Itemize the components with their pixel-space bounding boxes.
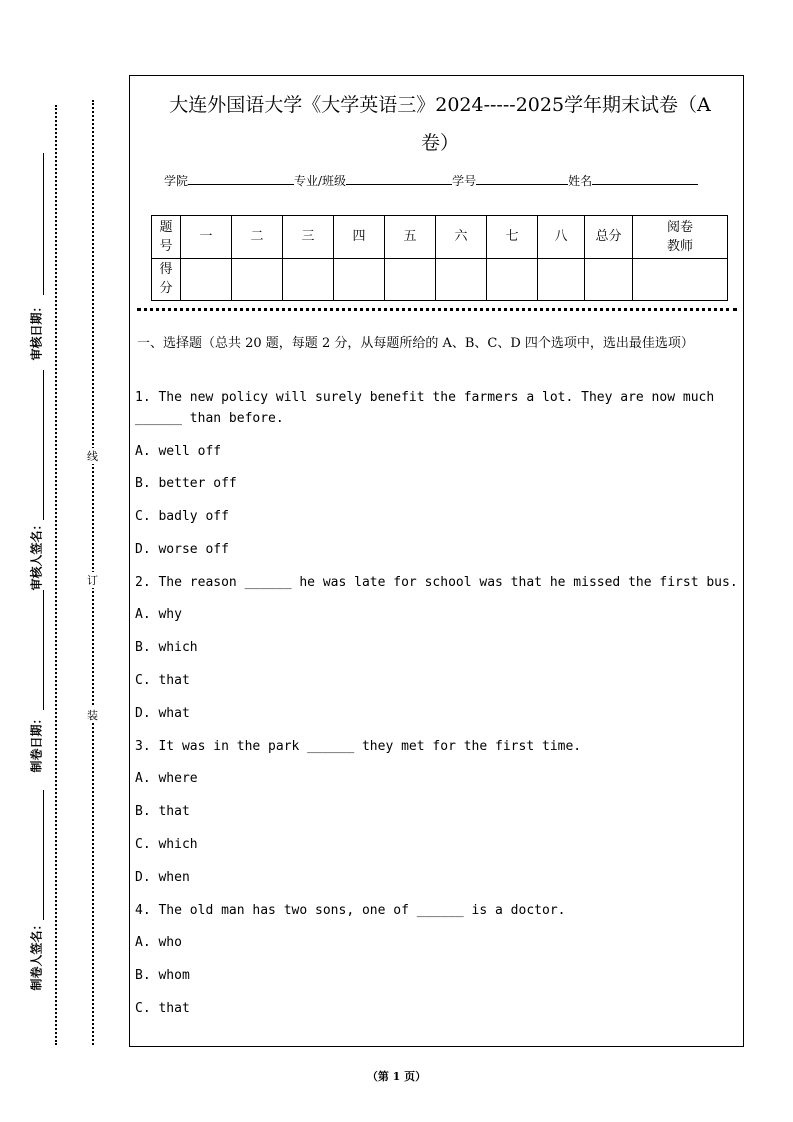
score-table: [151, 215, 728, 301]
score-cell[interactable]: [487, 258, 538, 301]
header-label-cell: 题号: [152, 216, 181, 259]
maker-date-line: [43, 590, 44, 710]
question-4-option-b: B. whom: [135, 968, 190, 983]
col-1: 一: [181, 216, 232, 259]
col-5: 五: [385, 216, 436, 259]
title-line-2: 卷）: [420, 132, 459, 154]
question-2-option-c: C. that: [135, 673, 190, 688]
page-number: （第 1 页）: [366, 1070, 427, 1083]
reviewer-sign-line: [43, 370, 44, 520]
review-date-label: 审核日期：: [29, 300, 44, 361]
title-line-1: 大连外国语大学《大学英语三》2024-----2025学年期末试卷（A: [169, 94, 711, 116]
score-cell[interactable]: [334, 258, 385, 301]
score-header-row: [152, 216, 728, 259]
score-cell[interactable]: [232, 258, 283, 301]
question-4-option-c: C. that: [135, 1001, 190, 1016]
maker-date-label: 制卷日期：: [29, 712, 44, 773]
question-2-option-b: B. which: [135, 640, 198, 655]
section-divider: [137, 308, 737, 311]
question-3-option-d: D. when: [135, 870, 190, 885]
score-cell[interactable]: [181, 258, 232, 301]
teacher-cell[interactable]: [633, 258, 728, 301]
score-cell[interactable]: [436, 258, 487, 301]
binding-bind-char: 装: [87, 709, 98, 722]
score-cell[interactable]: [385, 258, 436, 301]
binding-order-char: 订: [87, 574, 98, 587]
maker-sign-label: 制卷人签名：: [29, 918, 44, 991]
college-label: 学院: [164, 174, 189, 188]
teacher-label-cell: 阅卷教师: [633, 216, 728, 259]
binding-line-char: 线: [87, 450, 98, 463]
col-3: 三: [283, 216, 334, 259]
exam-title: [140, 86, 740, 162]
col-4: 四: [334, 216, 385, 259]
left-dotted-line: [55, 105, 57, 1045]
question-4-option-a: A. who: [135, 935, 182, 950]
score-cell[interactable]: [538, 258, 585, 301]
student-info-row: [164, 172, 698, 189]
col-8: 八: [538, 216, 585, 259]
question-1-option-a: A. well off: [135, 444, 222, 459]
question-1-option-c: C. badly off: [135, 509, 229, 524]
score-cell[interactable]: [585, 258, 633, 301]
score-value-row: [152, 258, 728, 301]
question-2-stem: 2. The reason ______ he was late for school was that he missed the first bus.: [135, 575, 738, 590]
question-1-stem: 1. The new policy will surely benefit the farmers a lot. They are now much ______ than before.: [135, 390, 715, 426]
question-3-option-c: C. which: [135, 837, 198, 852]
question-1-option-d: D. worse off: [135, 542, 229, 557]
name-label: 姓名: [568, 174, 593, 188]
major-field[interactable]: [346, 172, 452, 185]
question-3-option-a: A. where: [135, 771, 198, 786]
score-label-cell: 得分: [152, 258, 181, 301]
maker-sign-line: [43, 790, 44, 920]
col-6: 六: [436, 216, 487, 259]
reviewer-sign-label: 审核人签名：: [29, 518, 44, 591]
question-2-option-a: A. why: [135, 607, 182, 622]
question-1-option-b: B. better off: [135, 476, 237, 491]
col-7: 七: [487, 216, 538, 259]
question-3-option-b: B. that: [135, 804, 190, 819]
student-id-label: 学号: [452, 174, 477, 188]
score-cell[interactable]: [283, 258, 334, 301]
student-id-field[interactable]: [476, 172, 568, 185]
col-total: 总分: [585, 216, 633, 259]
question-2-option-d: D. what: [135, 706, 190, 721]
college-field[interactable]: [188, 172, 294, 185]
question-4-stem: 4. The old man has two sons, one of ______ is a doctor.: [135, 903, 566, 918]
review-date-line: [43, 153, 44, 295]
question-3-stem: 3. It was in the park ______ they met for the first time.: [135, 739, 582, 754]
major-label: 专业/班级: [294, 174, 347, 188]
col-2: 二: [232, 216, 283, 259]
section-1-heading: 一、选择题（总共 20 题，每题 2 分，从每题所给的 A、B、C、D 四个选项中，选出最佳选项）: [137, 336, 694, 351]
name-field[interactable]: [592, 172, 698, 185]
